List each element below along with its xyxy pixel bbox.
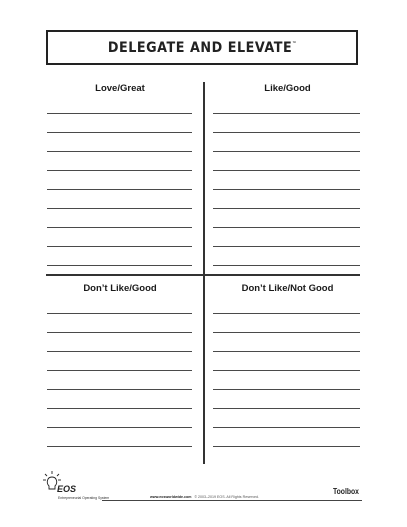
writing-line [213, 189, 360, 190]
writing-line [213, 265, 360, 266]
writing-line [213, 370, 360, 371]
toolbox-label: Toolbox [333, 487, 359, 496]
writing-line [213, 427, 360, 428]
logo-text: EOS [57, 484, 77, 494]
writing-line [213, 246, 360, 247]
writing-line [213, 446, 360, 447]
quadrant-label-like-good: Like/Good [264, 83, 311, 94]
quadrant-label-love-great: Love/Great [95, 83, 145, 94]
writing-line [47, 389, 192, 390]
writing-line [213, 389, 360, 390]
writing-line [213, 208, 360, 209]
writing-line [213, 351, 360, 352]
writing-line [47, 332, 192, 333]
writing-line [47, 227, 192, 228]
footer-credit: www.eosworldwide.com © 2003–2019 EOS. All Rights Reserved. [150, 495, 259, 499]
writing-line [213, 170, 360, 171]
quadrant-label-dont-like-good: Don’t Like/Good [83, 283, 157, 294]
quadrant-label-dont-like-not-good: Don’t Like/Not Good [241, 283, 334, 294]
writing-line [213, 313, 360, 314]
writing-line [47, 113, 192, 114]
writing-line [47, 151, 192, 152]
writing-line [47, 370, 192, 371]
writing-line [213, 227, 360, 228]
writing-line [213, 132, 360, 133]
footer-rule [102, 500, 362, 501]
title-box [46, 30, 358, 65]
writing-line [47, 208, 192, 209]
writing-line [47, 313, 192, 314]
writing-line [47, 351, 192, 352]
writing-line [213, 408, 360, 409]
writing-line [47, 246, 192, 247]
writing-line [47, 189, 192, 190]
writing-line [213, 113, 360, 114]
writing-line [47, 132, 192, 133]
writing-line [213, 151, 360, 152]
vertical-divider [203, 82, 205, 464]
writing-line [47, 265, 192, 266]
page-title: DELEGATE AND ELEVATE™ [107, 39, 297, 56]
writing-line [213, 332, 360, 333]
writing-line [47, 446, 192, 447]
writing-line [47, 170, 192, 171]
writing-line [47, 427, 192, 428]
writing-line [47, 408, 192, 409]
horizontal-divider [46, 274, 360, 276]
logo-tagline: Entrepreneurial Operating System [58, 496, 110, 500]
